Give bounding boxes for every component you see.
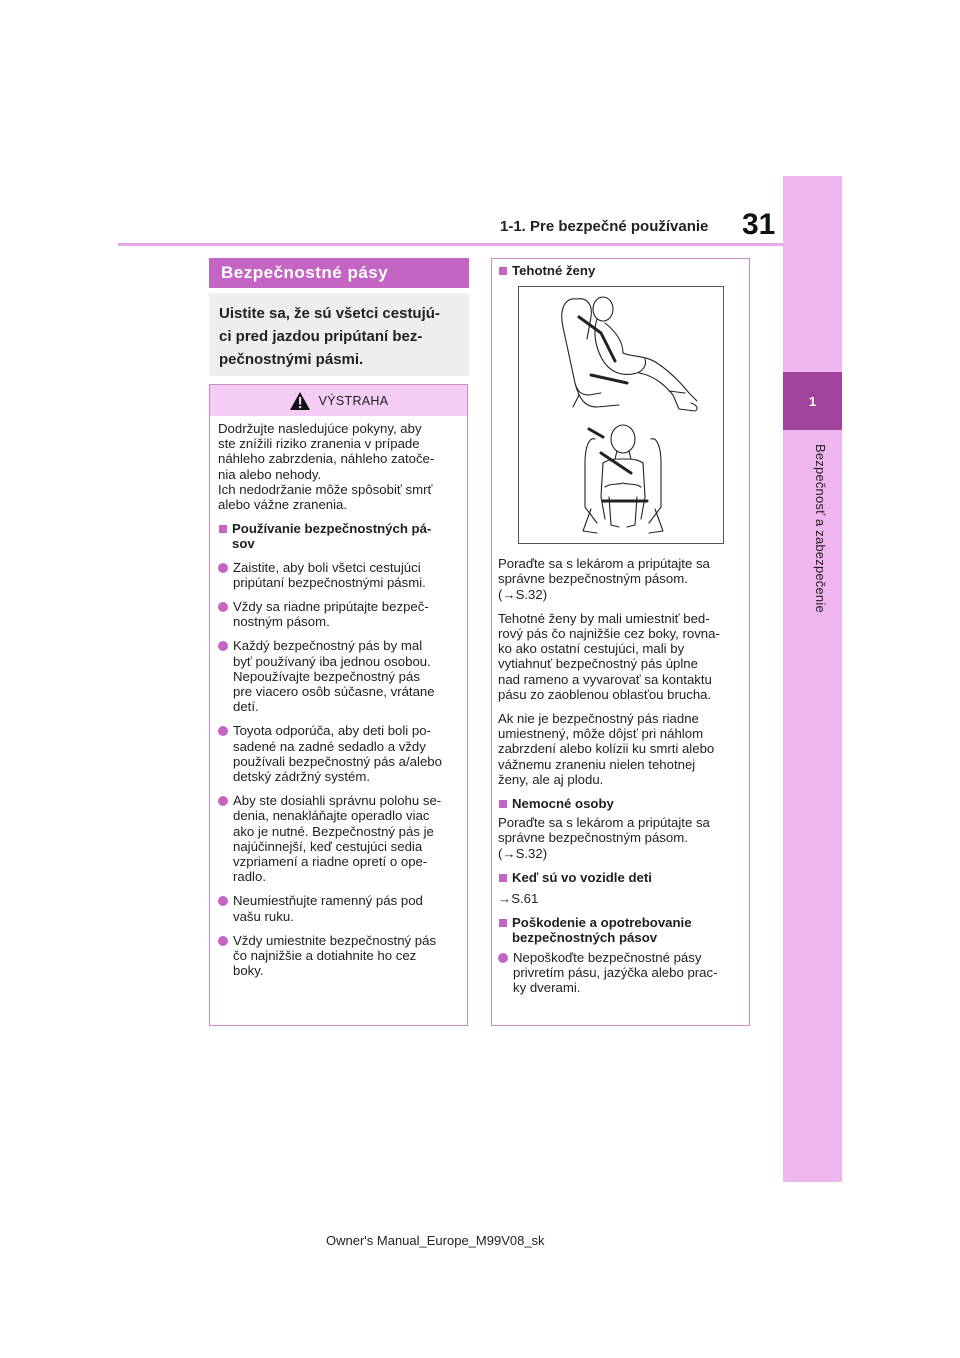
- intro-box: [209, 293, 469, 376]
- pregnant-para-3: [498, 711, 742, 787]
- text-line: pripútaní bezpečnostnými pásmi.: [233, 574, 426, 590]
- text-line: detí.: [233, 699, 259, 715]
- text-line: Neumiestňujte ramenný pás pod: [233, 893, 423, 909]
- text-line: Tehotné ženy by mali umiestniť bed-: [498, 610, 710, 626]
- warning-body: [210, 416, 467, 979]
- text-line: nia alebo nehody.: [218, 466, 322, 482]
- text-line: Ak nie je bezpečnostný pás riadne: [498, 711, 699, 727]
- warning-bullet: [218, 638, 458, 714]
- warning-subheading: [218, 521, 458, 551]
- square-bullet-icon: [499, 267, 507, 275]
- text-line: sadené na zadné sedadlo a vždy: [233, 738, 426, 754]
- text-line: Ich nedodržanie môže spôsobiť smrť: [218, 481, 433, 497]
- text-line: denia, nenakláňajte operadlo viac: [233, 808, 430, 824]
- text-line: Aby ste dosiahli správnu polohu se-: [233, 793, 442, 809]
- page-number: 31: [742, 208, 776, 241]
- text-line: ako je nutné. Bezpečnostný pás je: [233, 823, 434, 839]
- text-line: pre viacero osôb súčasne, vrátane: [233, 684, 435, 700]
- square-bullet-icon: [499, 874, 507, 882]
- warning-text: [218, 421, 458, 512]
- text-line: správne bezpečnostným pásom.: [498, 830, 688, 846]
- square-bullet-icon: [219, 525, 227, 533]
- text-line: používali bezpečnostný pás a/alebo: [233, 753, 442, 769]
- square-bullet-icon: [499, 919, 507, 927]
- text-line: nostným pásom.: [233, 614, 330, 630]
- warning-bullet: [218, 723, 458, 784]
- text-line: Nepoškoďte bezpečnostné pásy: [513, 949, 702, 965]
- text-line: Každý bezpečnostný pás by mal: [233, 638, 423, 654]
- text-line: alebo vážne zranenia.: [218, 497, 348, 513]
- text-line: najúčinnejší, keď cestujúci sedia: [233, 838, 423, 854]
- text-line: sov: [232, 536, 255, 552]
- pregnant-para-2: [498, 611, 742, 702]
- text-line: Používanie bezpečnostných pá-: [232, 521, 432, 537]
- text-line: Toyota odporúča, aby deti boli po-: [233, 723, 431, 739]
- text-line: (→S.32): [498, 845, 548, 861]
- text-line: umiestnený, môže dôjsť pri náhlom: [498, 726, 704, 742]
- text-line: Dodržujte nasledujúce pokyny, aby: [218, 421, 422, 436]
- round-bullet-icon: [218, 641, 228, 651]
- text-line: Tehotné ženy: [512, 263, 596, 278]
- pregnant-seatbelt-illustration: [518, 286, 724, 544]
- round-bullet-icon: [218, 602, 228, 612]
- text-line: vašu ruku.: [233, 908, 294, 924]
- text-line: Vždy sa riadne pripútajte bezpeč-: [233, 599, 429, 615]
- text-line: Keď sú vo vozidle deti: [512, 869, 652, 885]
- text-line: ste znížili riziko zranenia v prípade: [218, 436, 420, 452]
- text-line: byť používaný iba jednou osobou.: [233, 653, 431, 669]
- text-line: zabrzdení alebo kolízii ku smrti alebo: [498, 741, 715, 757]
- warning-bullet: [218, 599, 458, 629]
- text-line: Poraďte sa s lekárom a pripútajte sa: [498, 815, 710, 831]
- warning-header: [210, 385, 467, 416]
- intro-line: ci pred jazdou pripútaní bez-: [219, 328, 423, 345]
- text-line: ženy, ale aj plodu.: [498, 771, 604, 787]
- text-line: Poraďte sa s lekárom a pripútajte sa: [498, 556, 710, 572]
- footer-manual-id: Owner's Manual_Europe_M99V08_sk: [326, 1233, 545, 1248]
- warning-bullet: [218, 893, 458, 923]
- warning-bullet: [218, 560, 458, 590]
- text-line: Nepoužívajte bezpečnostný pás: [233, 668, 420, 684]
- text-line: privretím pásu, jazýčka alebo prac-: [513, 964, 718, 980]
- text-line: rový pás čo najnižšie cez boky, rovna-: [498, 626, 720, 642]
- round-bullet-icon: [498, 953, 508, 963]
- round-bullet-icon: [218, 936, 228, 946]
- topic-title: Bezpečnostné pásy: [209, 258, 469, 288]
- chapter-side-tab: [783, 176, 842, 1182]
- ill-heading: [498, 796, 742, 811]
- round-bullet-icon: [218, 726, 228, 736]
- round-bullet-icon: [218, 796, 228, 806]
- pregnant-heading: [498, 263, 742, 278]
- chapter-label: Bezpečnosť a zabezpečenie: [813, 444, 828, 613]
- ill-para: [498, 815, 742, 861]
- text-line: náhleho zabrzdenia, náhleho zatoče-: [218, 451, 435, 467]
- chapter-number: 1: [783, 372, 842, 430]
- warning-bullet: [218, 793, 458, 884]
- children-ref[interactable]: →S.61: [498, 891, 539, 907]
- text-line: detský zádržný systém.: [233, 769, 371, 785]
- warning-triangle-icon: [289, 391, 311, 411]
- damage-bullet: [498, 950, 742, 996]
- section-title: 1-1. Pre bezpečné používanie: [500, 218, 709, 235]
- intro-line: pečnostnými pásmi.: [219, 351, 364, 368]
- text-line: vzpriamení a riadne opretí o ope-: [233, 854, 428, 870]
- text-line: ko ako ostatní cestujúci, mali by: [498, 641, 685, 657]
- text-line: Zaistite, aby boli všetci cestujúci: [233, 559, 421, 575]
- warning-bullet: [218, 933, 458, 979]
- text-line: Nemocné osoby: [512, 796, 614, 812]
- damage-heading: [498, 915, 742, 945]
- info-box: [491, 258, 750, 1026]
- text-line: čo najnižšie a dotiahnite ho cez: [233, 948, 417, 964]
- warning-title: VÝSTRAHA: [318, 393, 389, 408]
- text-line: správne bezpečnostným pásom.: [498, 571, 688, 587]
- text-line: pásu zo zaoblenou oblasťou brucha.: [498, 686, 712, 702]
- text-line: (→S.32): [498, 586, 548, 602]
- header-rule: [118, 243, 783, 246]
- text-line: vytiahnuť bezpečnostný pás úplne: [498, 656, 698, 672]
- text-line: Vždy umiestnite bezpečnostný pás: [233, 932, 437, 948]
- text-line: Poškodenie a opotrebovanie: [512, 915, 692, 931]
- intro-line: Uistite sa, že sú všetci cestujú-: [219, 305, 440, 322]
- square-bullet-icon: [499, 800, 507, 808]
- round-bullet-icon: [218, 896, 228, 906]
- children-heading: [498, 870, 742, 885]
- text-line: vážnemu zraneniu nielen tehotnej: [498, 756, 696, 772]
- text-line: bezpečnostných pásov: [512, 930, 658, 946]
- round-bullet-icon: [218, 563, 228, 573]
- text-line: nad rameno a vyvarovať sa kontaktu: [498, 671, 712, 687]
- text-line: ky dverami.: [513, 980, 581, 996]
- pregnant-para-1: [498, 556, 742, 602]
- warning-box: [209, 384, 468, 1026]
- text-line: radlo.: [233, 869, 266, 885]
- text-line: boky.: [233, 963, 264, 979]
